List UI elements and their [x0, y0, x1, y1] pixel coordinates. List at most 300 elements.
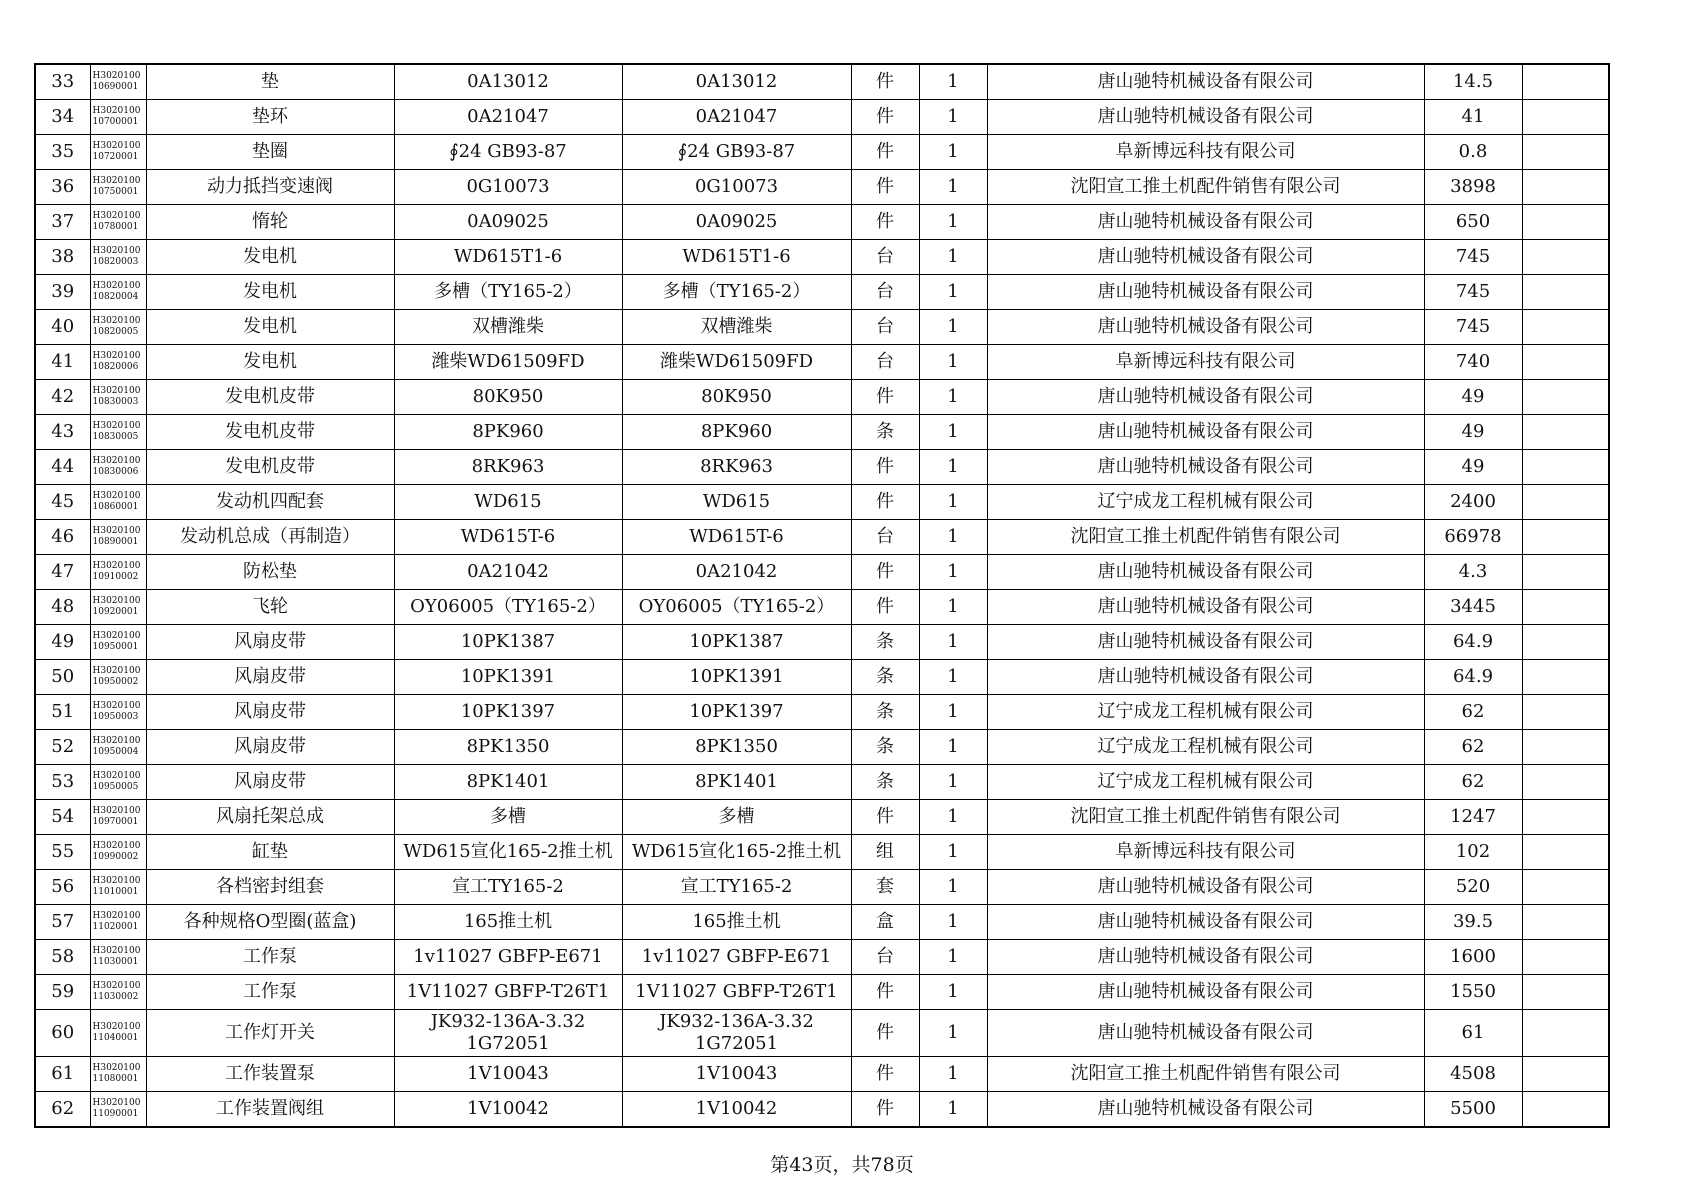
material-code-cell: H302010010820005	[90, 310, 146, 345]
page-footer	[0, 1150, 1684, 1177]
table-row	[35, 1010, 1609, 1057]
row-number-cell: 42	[35, 380, 90, 415]
quantity-cell: 1	[919, 590, 987, 625]
material-code-cell: H302010010950001	[90, 625, 146, 660]
supplier-cell: 沈阳宣工推土机配件销售有限公司	[987, 170, 1424, 205]
quantity-cell: 1	[919, 275, 987, 310]
row-number-cell: 53	[35, 765, 90, 800]
material-code-cell: H302010010700001	[90, 100, 146, 135]
footer-middle: 页，共	[813, 1154, 871, 1176]
table-row	[35, 380, 1609, 415]
item-name-cell: 各档密封组套	[146, 870, 394, 905]
quantity-cell: 1	[919, 100, 987, 135]
row-number-cell: 56	[35, 870, 90, 905]
material-code-cell: H302010010720001	[90, 135, 146, 170]
table-row	[35, 170, 1609, 205]
material-code-cell: H302010010830003	[90, 380, 146, 415]
price-cell: 1247	[1424, 800, 1522, 835]
quantity-cell: 1	[919, 135, 987, 170]
supplier-cell: 唐山驰特机械设备有限公司	[987, 240, 1424, 275]
row-number-cell: 43	[35, 415, 90, 450]
row-number-cell: 51	[35, 695, 90, 730]
quantity-cell: 1	[919, 450, 987, 485]
spec-cell: 10PK1391	[394, 660, 622, 695]
quantity-cell: 1	[919, 1010, 987, 1057]
material-code-cell: H302010010950004	[90, 730, 146, 765]
note-cell	[1522, 310, 1609, 345]
supplier-cell: 唐山驰特机械设备有限公司	[987, 380, 1424, 415]
row-number-cell: 55	[35, 835, 90, 870]
supplier-cell: 阜新博远科技有限公司	[987, 835, 1424, 870]
model-cell: 10PK1387	[622, 625, 851, 660]
row-number-cell: 34	[35, 100, 90, 135]
unit-cell: 条	[851, 625, 919, 660]
material-code-cell: H302010010970001	[90, 800, 146, 835]
item-name-cell: 发电机皮带	[146, 450, 394, 485]
note-cell	[1522, 275, 1609, 310]
row-number-cell: 62	[35, 1092, 90, 1128]
model-cell: 0A13012	[622, 64, 851, 100]
model-cell: JK932-136A-3.32 1G72051	[622, 1010, 851, 1057]
price-cell: 5500	[1424, 1092, 1522, 1128]
model-cell: 0A21042	[622, 555, 851, 590]
supplier-cell: 唐山驰特机械设备有限公司	[987, 660, 1424, 695]
unit-cell: 台	[851, 240, 919, 275]
supplier-cell: 唐山驰特机械设备有限公司	[987, 205, 1424, 240]
parts-table	[34, 63, 1610, 1128]
item-name-cell: 风扇托架总成	[146, 800, 394, 835]
spec-cell: 多槽	[394, 800, 622, 835]
supplier-cell: 唐山驰特机械设备有限公司	[987, 1092, 1424, 1128]
unit-cell: 件	[851, 380, 919, 415]
price-cell: 4.3	[1424, 555, 1522, 590]
supplier-cell: 唐山驰特机械设备有限公司	[987, 870, 1424, 905]
note-cell	[1522, 695, 1609, 730]
supplier-cell: 唐山驰特机械设备有限公司	[987, 555, 1424, 590]
price-cell: 49	[1424, 380, 1522, 415]
note-cell	[1522, 1092, 1609, 1128]
supplier-cell: 唐山驰特机械设备有限公司	[987, 975, 1424, 1010]
row-number-cell: 58	[35, 940, 90, 975]
supplier-cell: 辽宁成龙工程机械有限公司	[987, 485, 1424, 520]
price-cell: 14.5	[1424, 64, 1522, 100]
price-cell: 62	[1424, 730, 1522, 765]
unit-cell: 件	[851, 170, 919, 205]
note-cell	[1522, 1057, 1609, 1092]
row-number-cell: 48	[35, 590, 90, 625]
table-row	[35, 64, 1609, 100]
unit-cell: 件	[851, 555, 919, 590]
unit-cell: 组	[851, 835, 919, 870]
item-name-cell: 风扇皮带	[146, 660, 394, 695]
quantity-cell: 1	[919, 415, 987, 450]
unit-cell: 盒	[851, 905, 919, 940]
item-name-cell: 风扇皮带	[146, 730, 394, 765]
item-name-cell: 发电机	[146, 310, 394, 345]
spec-cell: 8RK963	[394, 450, 622, 485]
model-cell: 165推土机	[622, 905, 851, 940]
note-cell	[1522, 940, 1609, 975]
material-code-cell: H302010010820004	[90, 275, 146, 310]
model-cell: 8PK960	[622, 415, 851, 450]
price-cell: 520	[1424, 870, 1522, 905]
table-row	[35, 345, 1609, 380]
table-row	[35, 905, 1609, 940]
material-code-cell: H302010010830006	[90, 450, 146, 485]
item-name-cell: 发电机皮带	[146, 415, 394, 450]
table-row	[35, 660, 1609, 695]
unit-cell: 条	[851, 730, 919, 765]
supplier-cell: 唐山驰特机械设备有限公司	[987, 310, 1424, 345]
note-cell	[1522, 170, 1609, 205]
row-number-cell: 61	[35, 1057, 90, 1092]
spec-cell: 10PK1387	[394, 625, 622, 660]
item-name-cell: 发动机四配套	[146, 485, 394, 520]
model-cell: WD615T1-6	[622, 240, 851, 275]
spec-cell: 165推土机	[394, 905, 622, 940]
spec-cell: 0A09025	[394, 205, 622, 240]
table-row	[35, 940, 1609, 975]
model-cell: 1V10042	[622, 1092, 851, 1128]
unit-cell: 件	[851, 485, 919, 520]
note-cell	[1522, 345, 1609, 380]
unit-cell: 件	[851, 64, 919, 100]
unit-cell: 条	[851, 695, 919, 730]
item-name-cell: 发电机皮带	[146, 380, 394, 415]
table-row	[35, 695, 1609, 730]
price-cell: 2400	[1424, 485, 1522, 520]
unit-cell: 件	[851, 1057, 919, 1092]
supplier-cell: 唐山驰特机械设备有限公司	[987, 415, 1424, 450]
note-cell	[1522, 485, 1609, 520]
note-cell	[1522, 415, 1609, 450]
supplier-cell: 唐山驰特机械设备有限公司	[987, 275, 1424, 310]
supplier-cell: 唐山驰特机械设备有限公司	[987, 64, 1424, 100]
item-name-cell: 工作泵	[146, 975, 394, 1010]
material-code-cell: H302010011080001	[90, 1057, 146, 1092]
row-number-cell: 57	[35, 905, 90, 940]
material-code-cell: H302010010780001	[90, 205, 146, 240]
table-row	[35, 730, 1609, 765]
unit-cell: 条	[851, 765, 919, 800]
price-cell: 61	[1424, 1010, 1522, 1057]
model-cell: 多槽	[622, 800, 851, 835]
price-cell: 62	[1424, 695, 1522, 730]
quantity-cell: 1	[919, 800, 987, 835]
quantity-cell: 1	[919, 380, 987, 415]
spec-cell: 多槽（TY165-2）	[394, 275, 622, 310]
item-name-cell: 各种规格O型圈(蓝盒)	[146, 905, 394, 940]
spec-cell: 0A21042	[394, 555, 622, 590]
spec-cell: JK932-136A-3.32 1G72051	[394, 1010, 622, 1057]
spec-cell: 双槽潍柴	[394, 310, 622, 345]
table-row	[35, 135, 1609, 170]
footer-suffix: 页	[894, 1154, 914, 1176]
supplier-cell: 阜新博远科技有限公司	[987, 135, 1424, 170]
supplier-cell: 唐山驰特机械设备有限公司	[987, 100, 1424, 135]
item-name-cell: 飞轮	[146, 590, 394, 625]
material-code-cell: H302010010820003	[90, 240, 146, 275]
quantity-cell: 1	[919, 345, 987, 380]
material-code-cell: H302010010910002	[90, 555, 146, 590]
spec-cell: 1V11027 GBFP-T26T1	[394, 975, 622, 1010]
spec-cell: 80K950	[394, 380, 622, 415]
table-row	[35, 800, 1609, 835]
quantity-cell: 1	[919, 1092, 987, 1128]
price-cell: 41	[1424, 100, 1522, 135]
model-cell: 双槽潍柴	[622, 310, 851, 345]
spec-cell: 宣工TY165-2	[394, 870, 622, 905]
note-cell	[1522, 730, 1609, 765]
model-cell: 多槽（TY165-2）	[622, 275, 851, 310]
item-name-cell: 发电机	[146, 345, 394, 380]
quantity-cell: 1	[919, 870, 987, 905]
spec-cell: OY06005（TY165-2）	[394, 590, 622, 625]
supplier-cell: 辽宁成龙工程机械有限公司	[987, 695, 1424, 730]
price-cell: 62	[1424, 765, 1522, 800]
note-cell	[1522, 870, 1609, 905]
material-code-cell: H302010010750001	[90, 170, 146, 205]
note-cell	[1522, 520, 1609, 555]
spec-cell: 潍柴WD61509FD	[394, 345, 622, 380]
supplier-cell: 唐山驰特机械设备有限公司	[987, 450, 1424, 485]
quantity-cell: 1	[919, 975, 987, 1010]
quantity-cell: 1	[919, 695, 987, 730]
model-cell: 宣工TY165-2	[622, 870, 851, 905]
item-name-cell: 动力抵挡变速阀	[146, 170, 394, 205]
unit-cell: 件	[851, 205, 919, 240]
row-number-cell: 44	[35, 450, 90, 485]
price-cell: 64.9	[1424, 660, 1522, 695]
row-number-cell: 37	[35, 205, 90, 240]
table-row	[35, 835, 1609, 870]
unit-cell: 条	[851, 415, 919, 450]
spec-cell: ∮24 GB93-87	[394, 135, 622, 170]
row-number-cell: 49	[35, 625, 90, 660]
material-code-cell: H302010010860001	[90, 485, 146, 520]
model-cell: 1V11027 GBFP-T26T1	[622, 975, 851, 1010]
item-name-cell: 发电机	[146, 275, 394, 310]
material-code-cell: H302010011090001	[90, 1092, 146, 1128]
model-cell: 10PK1397	[622, 695, 851, 730]
price-cell: 66978	[1424, 520, 1522, 555]
item-name-cell: 垫	[146, 64, 394, 100]
supplier-cell: 辽宁成龙工程机械有限公司	[987, 730, 1424, 765]
note-cell	[1522, 135, 1609, 170]
footer-prefix: 第	[770, 1154, 790, 1176]
table-row	[35, 205, 1609, 240]
material-code-cell: H302010011010001	[90, 870, 146, 905]
row-number-cell: 54	[35, 800, 90, 835]
price-cell: 3898	[1424, 170, 1522, 205]
model-cell: WD615宣化165-2推土机	[622, 835, 851, 870]
table-row	[35, 590, 1609, 625]
quantity-cell: 1	[919, 555, 987, 590]
quantity-cell: 1	[919, 170, 987, 205]
material-code-cell: H302010010820006	[90, 345, 146, 380]
material-code-cell: H302010010990002	[90, 835, 146, 870]
quantity-cell: 1	[919, 660, 987, 695]
table-row	[35, 1057, 1609, 1092]
row-number-cell: 45	[35, 485, 90, 520]
unit-cell: 件	[851, 1010, 919, 1057]
note-cell	[1522, 205, 1609, 240]
spec-cell: 1V10043	[394, 1057, 622, 1092]
row-number-cell: 47	[35, 555, 90, 590]
row-number-cell: 38	[35, 240, 90, 275]
spec-cell: 0A21047	[394, 100, 622, 135]
table-row	[35, 310, 1609, 345]
price-cell: 745	[1424, 275, 1522, 310]
material-code-cell: H302010011030001	[90, 940, 146, 975]
row-number-cell: 35	[35, 135, 90, 170]
note-cell	[1522, 100, 1609, 135]
note-cell	[1522, 800, 1609, 835]
price-cell: 650	[1424, 205, 1522, 240]
footer-total-pages: 78	[870, 1154, 895, 1176]
row-number-cell: 52	[35, 730, 90, 765]
item-name-cell: 工作泵	[146, 940, 394, 975]
material-code-cell: H302010010950002	[90, 660, 146, 695]
item-name-cell: 防松垫	[146, 555, 394, 590]
table-row	[35, 240, 1609, 275]
table-row	[35, 450, 1609, 485]
material-code-cell: H302010011020001	[90, 905, 146, 940]
note-cell	[1522, 64, 1609, 100]
material-code-cell: H302010010920001	[90, 590, 146, 625]
model-cell: 8RK963	[622, 450, 851, 485]
item-name-cell: 发动机总成（再制造）	[146, 520, 394, 555]
quantity-cell: 1	[919, 310, 987, 345]
table-row	[35, 870, 1609, 905]
table-row	[35, 485, 1609, 520]
note-cell	[1522, 905, 1609, 940]
supplier-cell: 沈阳宣工推土机配件销售有限公司	[987, 800, 1424, 835]
model-cell: 8PK1401	[622, 765, 851, 800]
supplier-cell: 沈阳宣工推土机配件销售有限公司	[987, 1057, 1424, 1092]
note-cell	[1522, 555, 1609, 590]
note-cell	[1522, 625, 1609, 660]
item-name-cell: 垫圈	[146, 135, 394, 170]
model-cell: 0A09025	[622, 205, 851, 240]
material-code-cell: H302010011040001	[90, 1010, 146, 1057]
spec-cell: 8PK960	[394, 415, 622, 450]
spec-cell: WD615T1-6	[394, 240, 622, 275]
table-row	[35, 625, 1609, 660]
price-cell: 740	[1424, 345, 1522, 380]
price-cell: 49	[1424, 415, 1522, 450]
material-code-cell: H302010010890001	[90, 520, 146, 555]
item-name-cell: 风扇皮带	[146, 695, 394, 730]
supplier-cell: 唐山驰特机械设备有限公司	[987, 590, 1424, 625]
price-cell: 3445	[1424, 590, 1522, 625]
supplier-cell: 阜新博远科技有限公司	[987, 345, 1424, 380]
price-cell: 64.9	[1424, 625, 1522, 660]
supplier-cell: 沈阳宣工推土机配件销售有限公司	[987, 520, 1424, 555]
note-cell	[1522, 380, 1609, 415]
note-cell	[1522, 590, 1609, 625]
item-name-cell: 风扇皮带	[146, 625, 394, 660]
price-cell: 1550	[1424, 975, 1522, 1010]
table-row	[35, 415, 1609, 450]
price-cell: 39.5	[1424, 905, 1522, 940]
table-row	[35, 765, 1609, 800]
spec-cell: 1V10042	[394, 1092, 622, 1128]
note-cell	[1522, 835, 1609, 870]
material-code-cell: H302010010950005	[90, 765, 146, 800]
model-cell: 1v11027 GBFP-E671	[622, 940, 851, 975]
note-cell	[1522, 660, 1609, 695]
table-row	[35, 975, 1609, 1010]
supplier-cell: 唐山驰特机械设备有限公司	[987, 940, 1424, 975]
quantity-cell: 1	[919, 765, 987, 800]
row-number-cell: 59	[35, 975, 90, 1010]
item-name-cell: 工作灯开关	[146, 1010, 394, 1057]
supplier-cell: 辽宁成龙工程机械有限公司	[987, 765, 1424, 800]
quantity-cell: 1	[919, 1057, 987, 1092]
table-row	[35, 275, 1609, 310]
model-cell: WD615	[622, 485, 851, 520]
model-cell: 0G10073	[622, 170, 851, 205]
model-cell: OY06005（TY165-2）	[622, 590, 851, 625]
table-row	[35, 520, 1609, 555]
unit-cell: 台	[851, 275, 919, 310]
row-number-cell: 36	[35, 170, 90, 205]
unit-cell: 件	[851, 975, 919, 1010]
unit-cell: 套	[851, 870, 919, 905]
price-cell: 102	[1424, 835, 1522, 870]
material-code-cell: H302010010950003	[90, 695, 146, 730]
model-cell: WD615T-6	[622, 520, 851, 555]
supplier-cell: 唐山驰特机械设备有限公司	[987, 1010, 1424, 1057]
footer-page-number: 43	[789, 1154, 814, 1176]
unit-cell: 台	[851, 310, 919, 345]
spec-cell: 1v11027 GBFP-E671	[394, 940, 622, 975]
unit-cell: 台	[851, 345, 919, 380]
spec-cell: WD615T-6	[394, 520, 622, 555]
row-number-cell: 33	[35, 64, 90, 100]
supplier-cell: 唐山驰特机械设备有限公司	[987, 905, 1424, 940]
unit-cell: 件	[851, 590, 919, 625]
unit-cell: 台	[851, 940, 919, 975]
row-number-cell: 60	[35, 1010, 90, 1057]
spec-cell: 8PK1350	[394, 730, 622, 765]
item-name-cell: 缸垫	[146, 835, 394, 870]
item-name-cell: 工作装置泵	[146, 1057, 394, 1092]
item-name-cell: 风扇皮带	[146, 765, 394, 800]
note-cell	[1522, 240, 1609, 275]
model-cell: 1V10043	[622, 1057, 851, 1092]
model-cell: 8PK1350	[622, 730, 851, 765]
row-number-cell: 50	[35, 660, 90, 695]
model-cell: ∮24 GB93-87	[622, 135, 851, 170]
quantity-cell: 1	[919, 835, 987, 870]
price-cell: 4508	[1424, 1057, 1522, 1092]
quantity-cell: 1	[919, 240, 987, 275]
row-number-cell: 41	[35, 345, 90, 380]
spec-cell: WD615	[394, 485, 622, 520]
table-row	[35, 1092, 1609, 1128]
model-cell: 10PK1391	[622, 660, 851, 695]
quantity-cell: 1	[919, 485, 987, 520]
spec-cell: WD615宣化165-2推土机	[394, 835, 622, 870]
quantity-cell: 1	[919, 64, 987, 100]
note-cell	[1522, 765, 1609, 800]
quantity-cell: 1	[919, 205, 987, 240]
spec-cell: 0G10073	[394, 170, 622, 205]
price-cell: 745	[1424, 310, 1522, 345]
item-name-cell: 惰轮	[146, 205, 394, 240]
